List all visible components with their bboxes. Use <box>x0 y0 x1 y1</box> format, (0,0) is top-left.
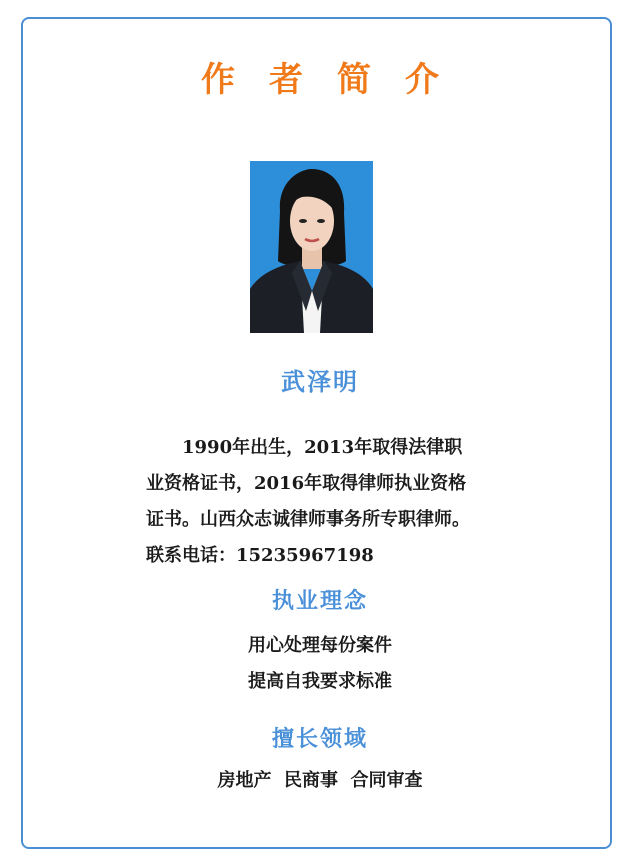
philosophy-list <box>0 628 640 700</box>
bio-line: 业资格证书，2016年取得律师执业资格 <box>146 473 467 494</box>
bio-contact-line: 联系电话：15235967198 <box>146 545 374 566</box>
author-name: 武泽明 <box>281 368 359 396</box>
specialty-heading: 擅长领域 <box>271 727 368 752</box>
philosophy-heading: 执业理念 <box>271 589 368 614</box>
bio-line: 1990年出生，2013年取得法律职 <box>182 437 463 458</box>
author-portrait-image <box>250 161 373 333</box>
bio-line: 证书。山西众志诚律师事务所专职律师。 <box>146 509 470 530</box>
philosophy-item: 提高自我要求标准 <box>248 671 392 692</box>
author-photo <box>250 161 373 333</box>
page-title: 作者简介 <box>201 60 473 100</box>
author-bio <box>146 430 526 574</box>
philosophy-item: 用心处理每份案件 <box>248 635 392 656</box>
specialty-list: 房地产 民商事 合同审查 <box>217 770 423 791</box>
